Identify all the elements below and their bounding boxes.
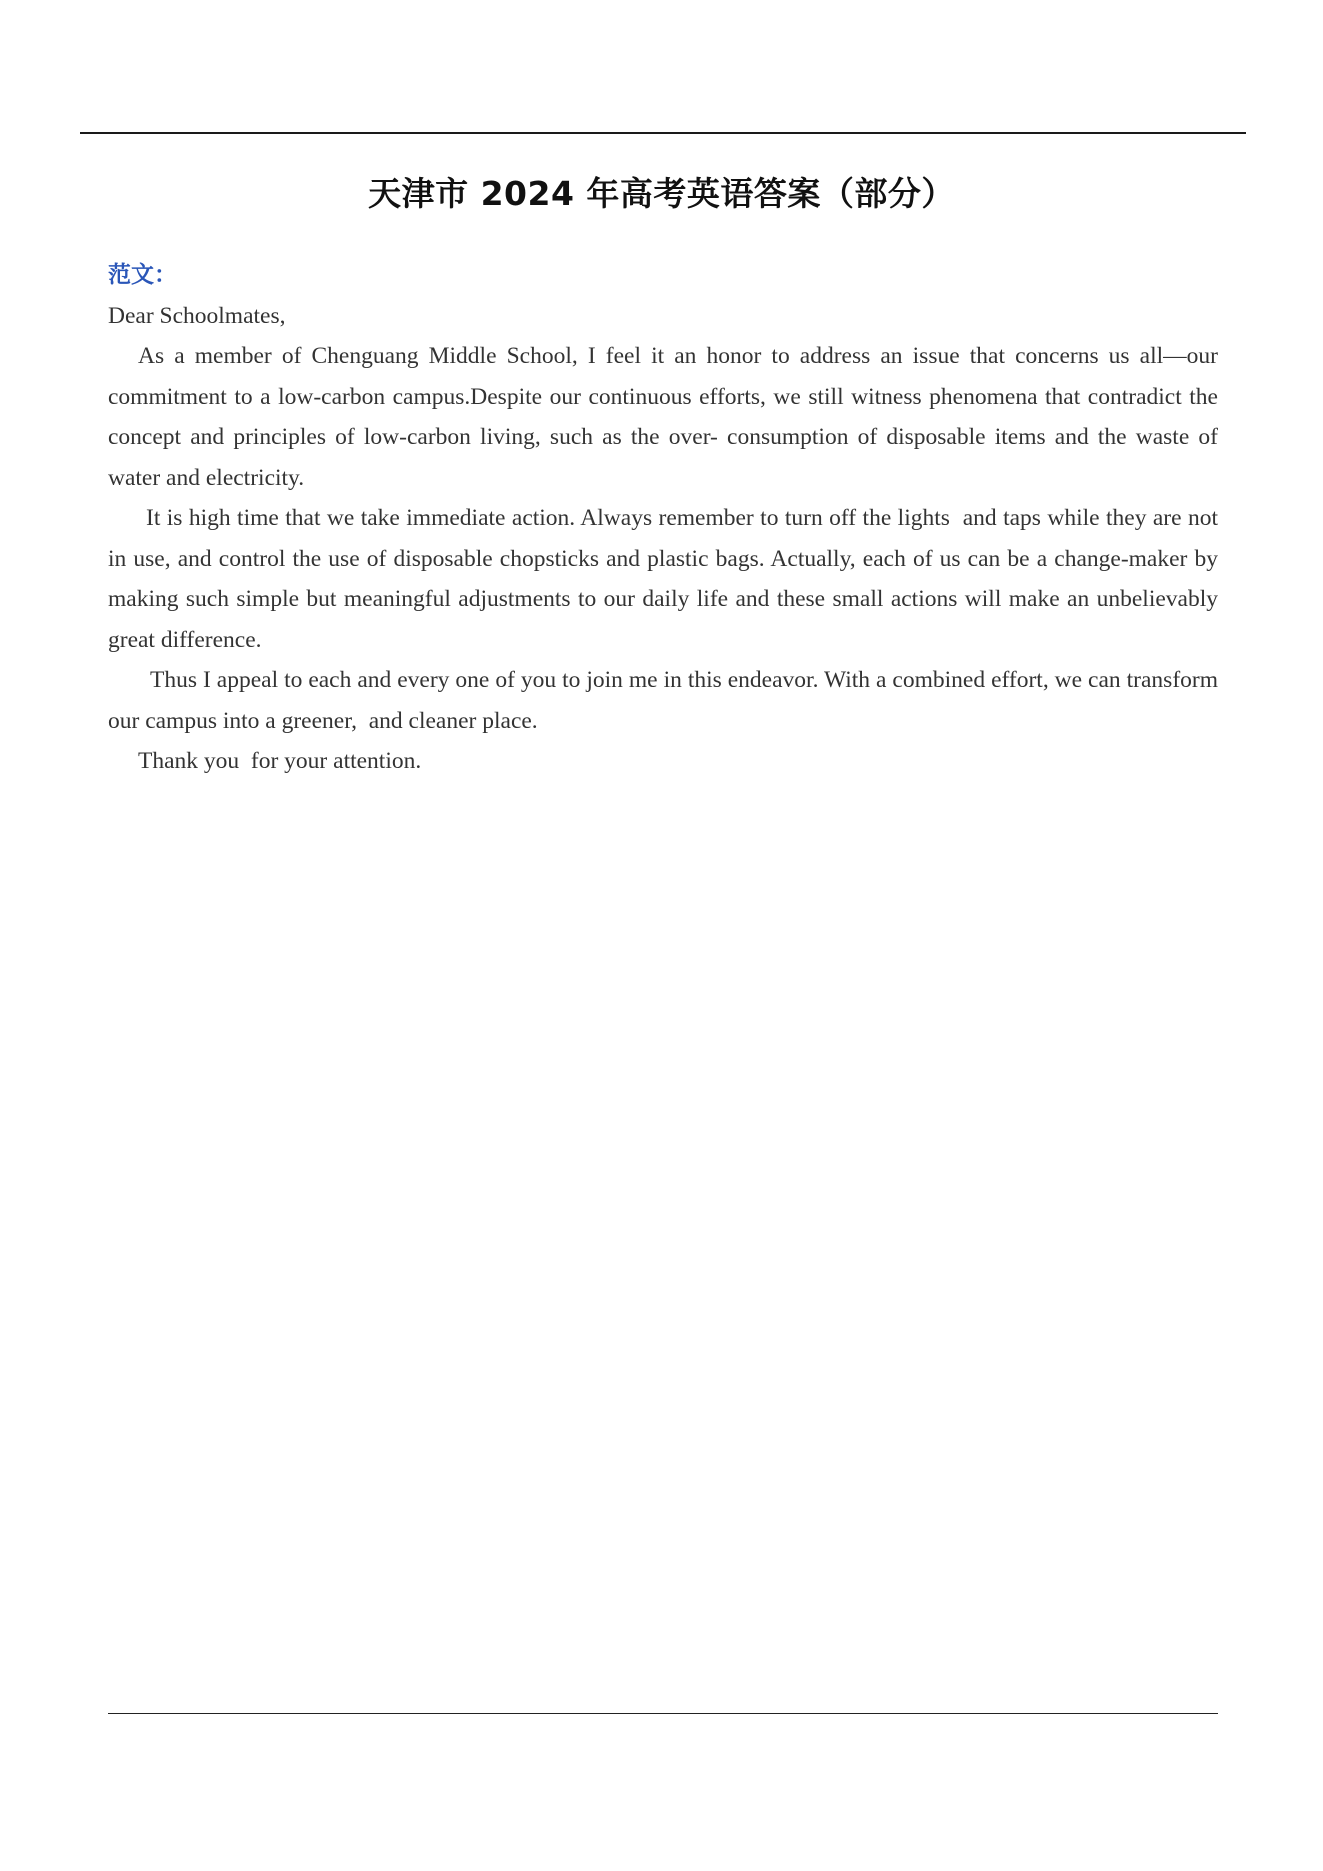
paragraph-3: Thus I appeal to each and every one of you to join me in this endeavor. With a combined effort, we can transform our campus into a greener, and cleaner place. [108,667,1224,734]
essay-label: 范文： [108,262,177,287]
header-divider [80,132,1246,134]
footer-divider [108,1713,1218,1714]
essay-body [108,255,1224,782]
salutation: Dear Schoolmates, [108,302,286,329]
paragraph-1: As a member of Chenguang Middle School, I feel it an honor to address an issue that concerns us all—our commitment to a low-carbon campus.Despite our continuous efforts, we still witness phenomena that contradict the concept and principles of low-carbon living, such as the over- consumption of disposable items and the waste of water and electricity. [108,343,1224,491]
paragraph-2: It is high time that we take immediate action. Always remember to turn off the lights and taps while they are not in use, and control the use of disposable chopsticks and plastic bags. Actually, each of us can be a change-maker by making such simple but meaningful adjustments to our daily life and these small actions will make an unbelievably great difference. [108,505,1224,653]
page-title: 天津市 2024 年高考英语答案（部分） [368,174,955,213]
closing-line: Thank you for your attention. [138,748,422,774]
